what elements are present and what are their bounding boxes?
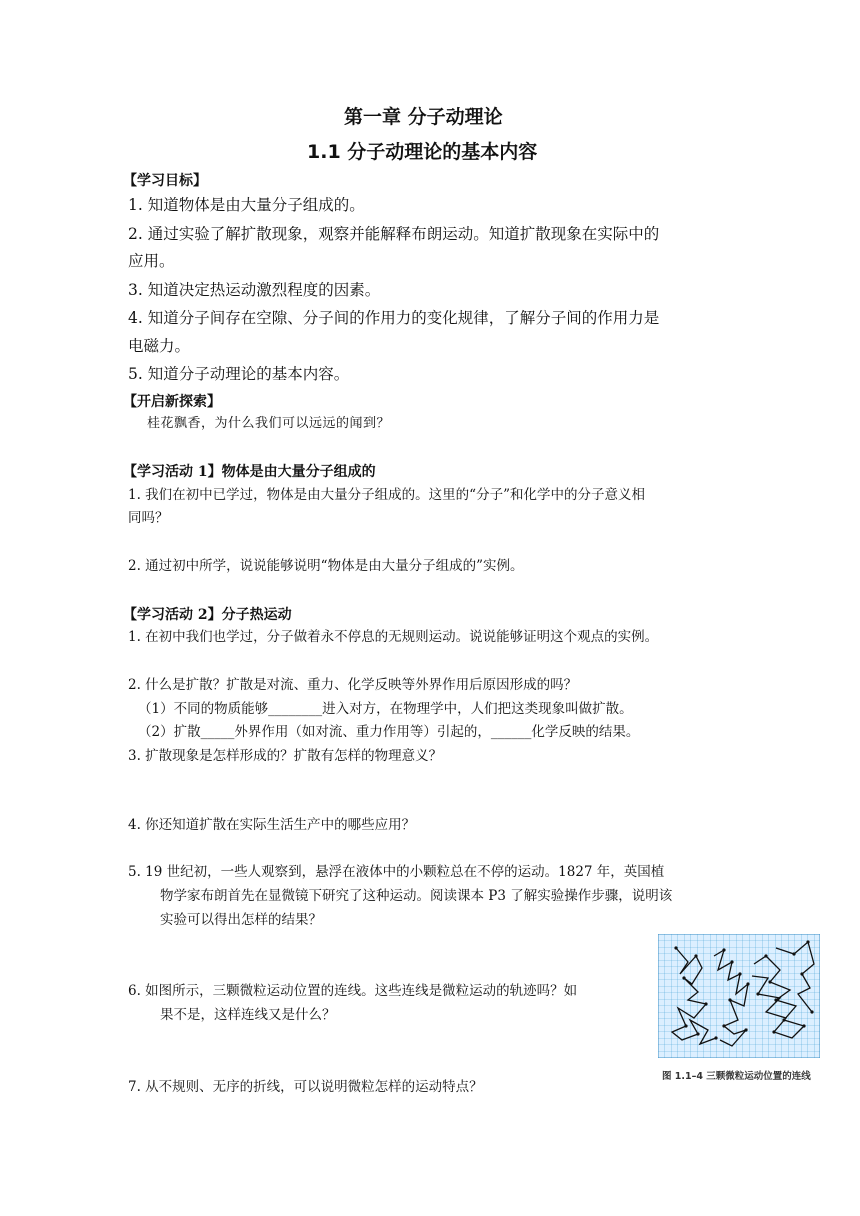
activity1-line: 1. 我们在初中已学过，物体是由大量分子组成的。这里的“分子”和化学中的分子意义相	[128, 487, 645, 503]
activity2-line: 2. 什么是扩散？扩散是对流、重力、化学反映等外界作用后原因形成的吗？	[128, 677, 578, 693]
explore-question: 桂花飘香，为什么我们可以远远的闻到？	[147, 416, 391, 431]
activity2-heading: 【学习活动 2】分子热运动	[123, 607, 292, 623]
goal-line: 5. 知道分子动理论的基本内容。	[128, 365, 350, 383]
activity2-line: 3. 扩散现象是怎样形成的？扩散有怎样的物理意义？	[128, 748, 443, 764]
activity2-line: 果不是，这样连线又是什么？	[160, 1007, 336, 1023]
activity2-line: 5. 19 世纪初，一些人观察到，悬浮在液体中的小颗粒总在不停的运动。1827 年，英国植	[128, 864, 665, 880]
activity1-line: 同吗？	[128, 510, 169, 526]
goal-line: 4. 知道分子间存在空隙、分子间的作用力的变化规律，了解分子间的作用力是	[128, 309, 660, 327]
section-title: 1.1 分子动理论的基本内容	[307, 141, 538, 163]
goal-line: 电磁力。	[128, 337, 191, 355]
activity2-line: 6. 如图所示，三颗微粒运动位置的连线。这些连线是微粒运动的轨迹吗？如	[128, 983, 578, 999]
goals-heading: 【学习目标】	[123, 173, 207, 189]
activity2-line: 1. 在初中我们也学过，分子做着永不停息的无规则运动。说说能够证明这个观点的实例。	[128, 629, 659, 645]
figure-caption: 图 1.1–4 三颗微粒运动位置的连线	[662, 1071, 811, 1082]
chapter-title: 第一章 分子动理论	[344, 106, 503, 128]
activity1-line: 2. 通过初中所学，说说能够说明“物体是由大量分子组成的”实例。	[128, 558, 524, 574]
goal-line: 1. 知道物体是由大量分子组成的。	[128, 196, 365, 214]
fill-in-line: （1）不同的物质能够________进入对方，在物理学中，人们把这类现象叫做扩散。	[138, 701, 633, 717]
explore-heading: 【开启新探索】	[123, 394, 221, 410]
activity2-line: 4. 你还知道扩散在实际生活生产中的哪些应用？	[128, 817, 416, 833]
brownian-motion-figure	[658, 934, 820, 1058]
goal-line: 应用。	[128, 252, 175, 270]
activity2-line: 物学家布朗首先在显微镜下研究了这种运动。阅读课本 P3 了解实验操作步骤，说明该	[160, 888, 673, 904]
activity1-heading: 【学习活动 1】物体是由大量分子组成的	[123, 464, 376, 480]
activity2-line: 实验可以得出怎样的结果？	[160, 912, 322, 928]
fill-in-line: （2）扩散_____外界作用（如对流、重力作用等）引起的，______化学反映的结果。	[138, 724, 640, 740]
goal-line: 3. 知道决定热运动激烈程度的因素。	[128, 281, 381, 299]
activity2-line: 7. 从不规则、无序的折线，可以说明微粒怎样的运动特点？	[128, 1079, 483, 1095]
goal-line: 2. 通过实验了解扩散现象，观察并能解释布朗运动。知道扩散现象在实际中的	[128, 225, 660, 243]
